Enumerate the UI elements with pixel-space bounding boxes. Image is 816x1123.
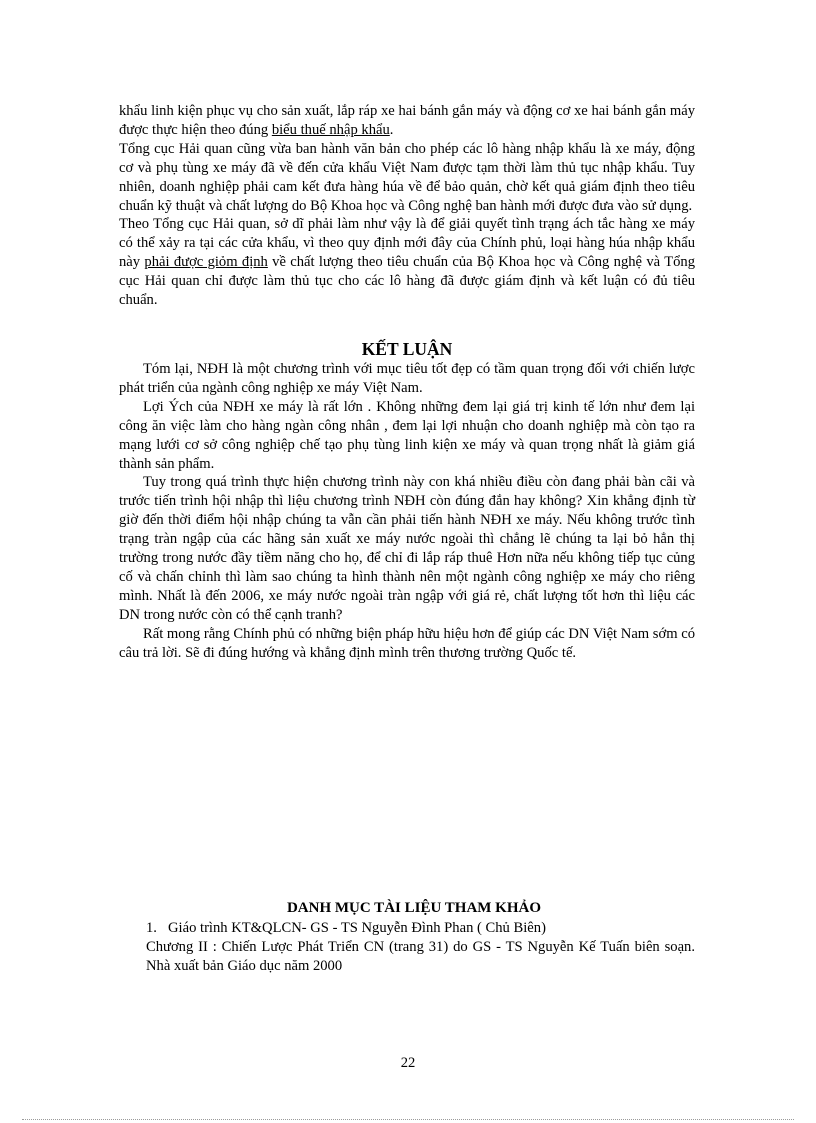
body-paragraph-1 — [119, 102, 695, 140]
conclusion-heading: KẾT LUẬN — [361, 338, 453, 359]
reference-item — [146, 919, 695, 938]
conclusion-paragraph-3: Tuy trong quá trình thực hiện chương trình này con khá nhiều điều còn đang phải bàn cãi và trước tiến trình hội nhập thì liệu chương trình NĐH còn đúng đắn hay không? Xin khẳng định từ giờ đến thời điểm hội nhập chúng ta vẫn cần phải tiến hành NĐH xe máy. Nếu không trước tình trạng tràn ngập của các hãng sản xuất xe máy nước ngoài thì chẳng lẽ chúng ta lại bỏ hẳn thị trường trong nước đầy tiềm năng cho họ, để chỉ đi lắp ráp thuê Hơn nữa nếu không tiếp tục củng cố và chấn chỉnh thì làm sao chúng ta hình thành nên một ngành công nghiệp xe máy cho riêng mình. Nhất là đến 2006, xe máy nước ngoài tràn ngập với giá rẻ, chất lượng tốt hơn thì liệu các DN trong nước còn có thể cạnh tranh? — [119, 474, 695, 623]
body-text: Theo Tổng cục Hải quan, sở dĩ phải làm như vậy là để giải quyết tình trạng ách tắc hàng xe máy có thể xảy ra tại các cửa khẩu, vì theo quy định mới đây của Chính phủ, loại hàng húa nhập khẩu này — [119, 216, 695, 271]
body-text: về chất lượng theo tiêu chuẩn của Bộ Khoa học và Công nghệ và Tổng cục Hải quan chỉ được làm thủ tục cho các lô hàng đã được giám định và kết luận có đủ tiêu chuẩn. — [119, 254, 695, 309]
underlined-term: biểu thuế nhập khẩu — [271, 121, 390, 138]
conclusion-paragraph-4: Rất mong rằng Chính phủ có những biện pháp hữu hiệu hơn để giúp các DN Việt Nam sớm có câu trả lời. Sẽ đi đúng hướng và khẳng định mình trên thương trường Quốc tế. — [119, 625, 695, 661]
body-text: khẩu linh kiện phục vụ cho sản xuất, lắp ráp xe hai bánh gắn máy và động cơ xe hai bánh gắn máy được thực hiện theo đúng — [119, 103, 695, 138]
body-paragraph-3 — [119, 215, 695, 310]
main-content — [119, 102, 695, 662]
conclusion-paragraph-1: Tóm lại, NĐH là một chương trình với mục tiêu tốt đẹp có tầm quan trọng đối với chiến lược phát triển của ngành công nghiệp xe máy Việt Nam. — [119, 360, 695, 396]
reference-text: Giáo trình KT&QLCN- GS - TS Nguyễn Đình Phan ( Chủ Biên) — [168, 920, 546, 936]
reference-continuation: Chương II : Chiến Lược Phát Triển CN (trang 31) do GS - TS Nguyễn Kế Tuấn biên soạn. Nhà xuất bản Giáo dục năm 2000 — [146, 938, 695, 974]
body-text: . — [389, 121, 394, 138]
page-bottom-divider — [22, 1119, 794, 1120]
conclusion-paragraph-2: Lợi Ých của NĐH xe máy là rất lớn . Không những đem lại giá trị kinh tế lớn như đem lại công ăn việc làm cho hàng ngàn công nhân , đem lại lợi nhuận cho doanh nghiệp mà còn tạo ra mạng lưới cơ sở công nghiệp chế tạo phụ tùng linh kiện xe máy và quan trọng nhất là giảm giá thành sản phẩm. — [119, 398, 695, 472]
page-number: 22 — [400, 1055, 416, 1071]
reference-number: 1. — [146, 920, 157, 936]
body-paragraph-2: Tổng cục Hải quan cũng vừa ban hành văn bản cho phép các lô hàng nhập khẩu là xe máy, động cơ và phụ tùng xe máy đã về đến cửa khẩu Việt Nam được tạm thời làm thủ tục nhập khẩu. Tuy nhiên, doanh nghiệp phải cam kết đưa hàng húa về để bảo quản, chờ kết quả giám định theo tiêu chuẩn kỹ thuật và chất lượng do Bộ Khoa học và Công nghệ ban hành mới được đưa vào sử dụng. — [119, 140, 695, 214]
underlined-term: phải được giỏm định — [144, 254, 268, 271]
references-list — [146, 919, 695, 976]
references-heading: DANH MỤC TÀI LIỆU THAM KHẢO — [286, 900, 542, 916]
